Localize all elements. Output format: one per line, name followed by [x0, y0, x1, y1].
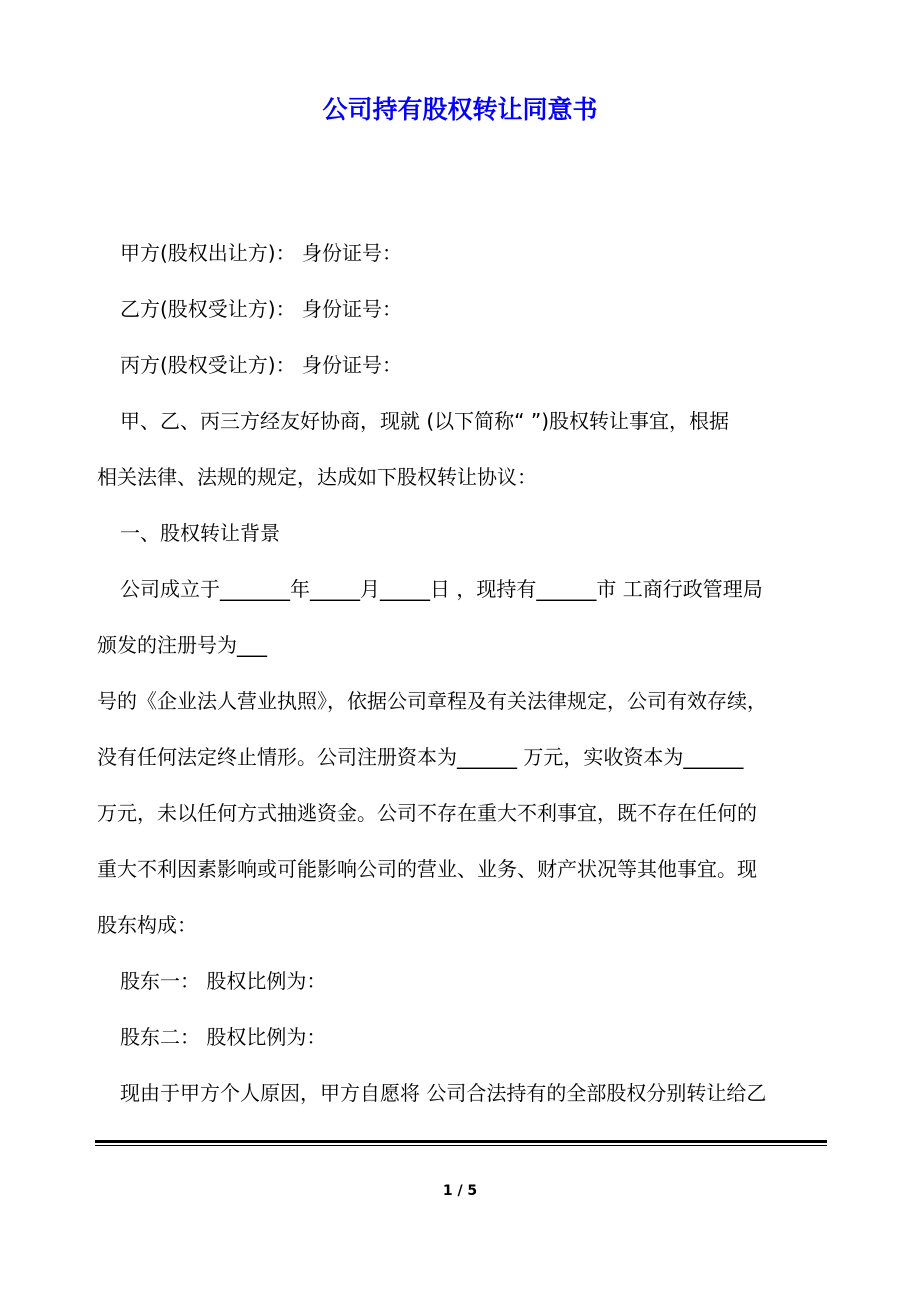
- page-number: 1 / 5: [442, 1183, 478, 1199]
- background-line-7: 股东构成：: [97, 913, 197, 937]
- party-b-line: 乙方(股权受让方)： 身份证号：: [120, 297, 402, 321]
- transfer-line: 现由于甲方个人原因，甲方自愿将 公司合法持有的全部股权分别转让给乙: [120, 1081, 767, 1105]
- background-line-6: 重大不利因素影响或可能影响公司的营业、业务、财产状况等其他事宜。现: [97, 857, 757, 881]
- footer-divider-thin: [95, 1145, 827, 1146]
- party-c-line: 丙方(股权受让方)： 身份证号：: [120, 353, 402, 377]
- background-line-4: 没有任何法定终止情形。公司注册资本为______ 万元，实收资本为______: [97, 745, 744, 769]
- preamble-line-2: 相关法律、法规的规定，达成如下股权转让协议：: [97, 465, 537, 489]
- footer-divider-thick: [95, 1140, 827, 1143]
- document-title: 公司持有股权转让同意书: [322, 95, 598, 124]
- preamble-line-1: 甲、乙、丙三方经友好协商，现就 (以下简称“ ”)股权转让事宜，根据: [120, 409, 730, 433]
- background-line-2: 颁发的注册号为___: [97, 633, 267, 657]
- section-heading: 一、股权转让背景: [120, 521, 280, 545]
- background-line-3: 号的《企业法人营业执照》，依据公司章程及有关法律规定，公司有效存续，: [97, 689, 767, 713]
- shareholder-two-line: 股东二： 股权比例为：: [120, 1025, 327, 1049]
- party-a-line: 甲方(股权出让方)： 身份证号：: [120, 241, 402, 265]
- background-line-5: 万元，未以任何方式抽逃资金。公司不存在重大不利事宜，既不存在任何的: [97, 801, 757, 825]
- background-line-1: 公司成立于_______年_____月_____日 ，现持有______市 工商行政管理局: [120, 577, 763, 601]
- shareholder-one-line: 股东一： 股权比例为：: [120, 969, 327, 993]
